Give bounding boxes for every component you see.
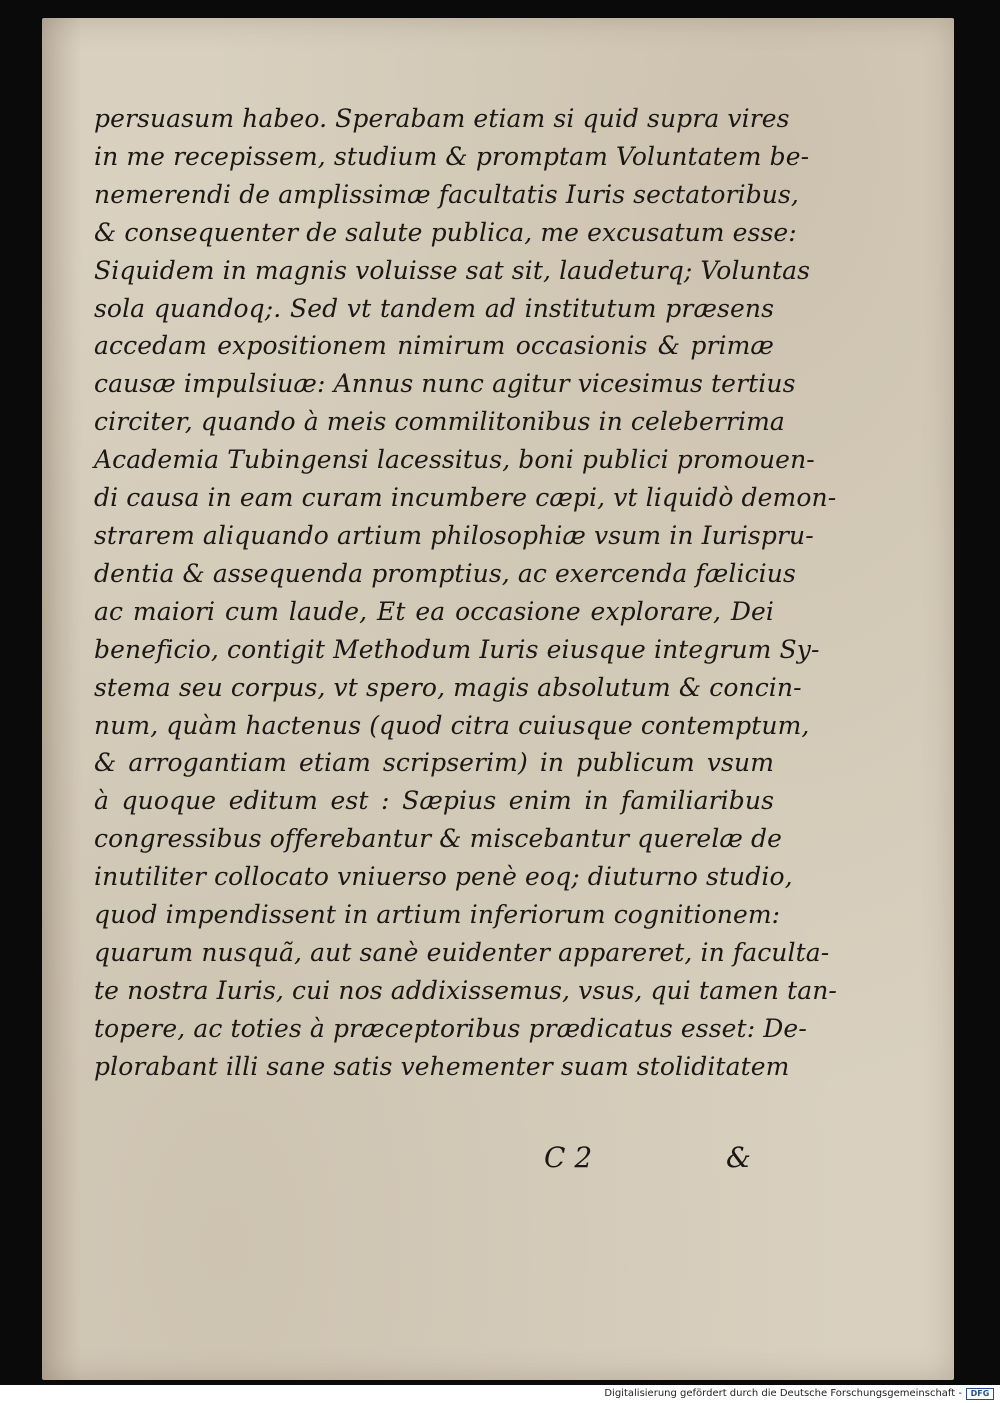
page-signature-area — [544, 1141, 764, 1181]
text-line: accedam expositionem nimirum occasionis & primæ — [94, 331, 774, 361]
text-line: sola quandoq;. Sed vt tandem ad institutum præsens — [94, 293, 774, 323]
text-line: plorabant illi sane satis vehementer suam stoliditatem — [94, 1051, 790, 1081]
funding-credit: Digitalisierung gefördert durch die Deutsche Forschungsgemeinschaft - — [604, 1388, 962, 1399]
text-line: & arrogantiam etiam scripserim) in publicum vsum — [94, 748, 774, 778]
text-line: causæ impulsiuæ: Annus nunc agitur vicesimus tertius — [94, 369, 796, 399]
text-line: quod impendissent in artium inferiorum cognitionem: — [94, 900, 781, 930]
text-line: dentia & assequenda promptius, ac exercenda fælicius — [94, 558, 796, 588]
body-text — [94, 100, 837, 1086]
text-line: Siquidem in magnis voluisse sat sit, laudeturq; Voluntas — [94, 255, 811, 285]
catch-word: & — [726, 1141, 751, 1174]
text-line: beneficio, contigit Methodum Iuris eiusque integrum Sy- — [94, 634, 820, 664]
text-line: strarem aliquando artium philosophiæ vsum in Iurispru- — [94, 520, 814, 550]
text-line: quarum nusquã, aut sanè euidenter appareret, in faculta- — [94, 937, 830, 967]
text-line: à quoque editum est : Sæpius enim in familiaribus — [94, 786, 774, 816]
text-line: persuasum habeo. Sperabam etiam si quid supra vires — [94, 104, 790, 133]
text-line: Academia Tubingensi lacessitus, boni publici promouen- — [94, 445, 815, 475]
footer-bar — [0, 1385, 1000, 1403]
text-line: di causa in eam curam incumbere cæpi, vt liquidò demon- — [94, 483, 837, 513]
text-line: inutiliter collocato vniuerso penè eoq; diuturno studio, — [94, 862, 793, 892]
text-line: congressibus offerebantur & miscebantur querelæ de — [94, 824, 783, 854]
text-line: stema seu corpus, vt spero, magis absolutum & concin- — [94, 672, 802, 702]
text-line: circiter, quando à meis commilitonibus in celeberrima — [94, 407, 785, 437]
text-line: ac maiori cum laude, Et ea occasione explorare, Dei — [94, 596, 774, 626]
signature-mark: C 2 — [544, 1141, 593, 1174]
text-line: num, quàm hactenus (quod citra cuiusque contemptum, — [94, 710, 810, 740]
book-page — [42, 18, 954, 1380]
text-line: topere, ac toties à præceptoribus prædicatus esset: De- — [94, 1013, 807, 1043]
text-line: & consequenter de salute publica, me excusatum esse: — [94, 217, 797, 247]
dfg-logo-icon: DFG — [966, 1388, 994, 1400]
text-line: in me recepissem, studium & promptam Voluntatem be- — [94, 141, 810, 171]
text-line: te nostra Iuris, cui nos addixissemus, vsus, qui tamen tan- — [94, 975, 837, 1005]
text-line: nemerendi de amplissimæ facultatis Iuris sectatoribus, — [94, 179, 799, 209]
